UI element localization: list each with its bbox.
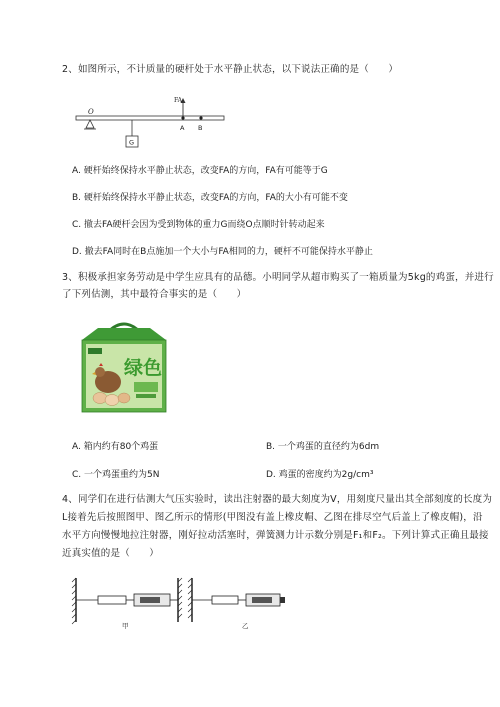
setup-jia	[72, 578, 182, 630]
pivot-triangle	[86, 120, 94, 128]
label-a: A	[180, 124, 185, 132]
q4-stem-line3: 水平方向慢慢地拉注射器，刚好拉动活塞时，弹簧测力计示数分别是F₁和F₂。下列计算式正确且最接	[62, 530, 489, 541]
q3-option-b[interactable]: B. 一个鸡蛋的直径约为6dm	[266, 442, 380, 452]
label-b: B	[198, 124, 203, 132]
box-brand-text: 绿色	[124, 357, 163, 379]
q4-stem-line2: L接着先后按照图甲、图乙所示的情形(甲图没有盖上橡皮帽、乙图在排尽空气后盖上了橡皮帽)，沿	[62, 512, 483, 523]
q3-stem-line2: 了下列估测，其中最符合事实的是（ ）	[62, 289, 247, 300]
egg-box-image	[78, 318, 170, 414]
q4-stem-line4: 近真实值的是（ ）	[62, 548, 160, 559]
q2-stem: 2、如图所示，不计质量的硬杆处于水平静止状态，以下说法正确的是（ ）	[62, 64, 399, 75]
q2-option-c[interactable]: C. 撤去FA硬杆会因为受到物体的重力G而绕O点顺时针转动起来	[72, 220, 325, 230]
label-yi: 乙	[242, 622, 249, 630]
label-g: G	[129, 138, 135, 147]
label-jia: 甲	[122, 622, 129, 630]
q3-option-c[interactable]: C. 一个鸡蛋重约为5N	[72, 470, 160, 480]
q2-option-a[interactable]: A. 硬杆始终保持水平静止状态，改变FA的方向，FA有可能等于G	[72, 166, 328, 176]
q2-lever-diagram	[70, 92, 230, 154]
syringe-diagram	[70, 572, 295, 630]
label-o: O	[88, 108, 94, 116]
q2-option-d[interactable]: D. 撤去FA同时在B点施加一个大小与FA相同的力，硬杆不可能保持水平静止	[72, 247, 373, 257]
q3-option-d[interactable]: D. 鸡蛋的密度约为2g/cm³	[266, 470, 374, 480]
q4-stem-line1: 4、同学们在进行估测大气压实验时，读出注射器的最大刻度为V，用刻度尺量出其全部刻度的长度为	[62, 494, 493, 505]
q3-option-a[interactable]: A. 箱内约有80个鸡蛋	[72, 442, 159, 452]
q2-option-b[interactable]: B. 硬杆始终保持水平静止状态，改变FA的方向，FA的大小有可能不变	[72, 193, 348, 203]
label-fa: FA	[174, 97, 182, 104]
q3-stem-line1: 3、积极承担家务劳动是中学生应具有的品德。小明同学从超市购买了一箱质量为5kg的鸡蛋，并进行	[62, 272, 494, 283]
setup-yi	[188, 578, 285, 630]
